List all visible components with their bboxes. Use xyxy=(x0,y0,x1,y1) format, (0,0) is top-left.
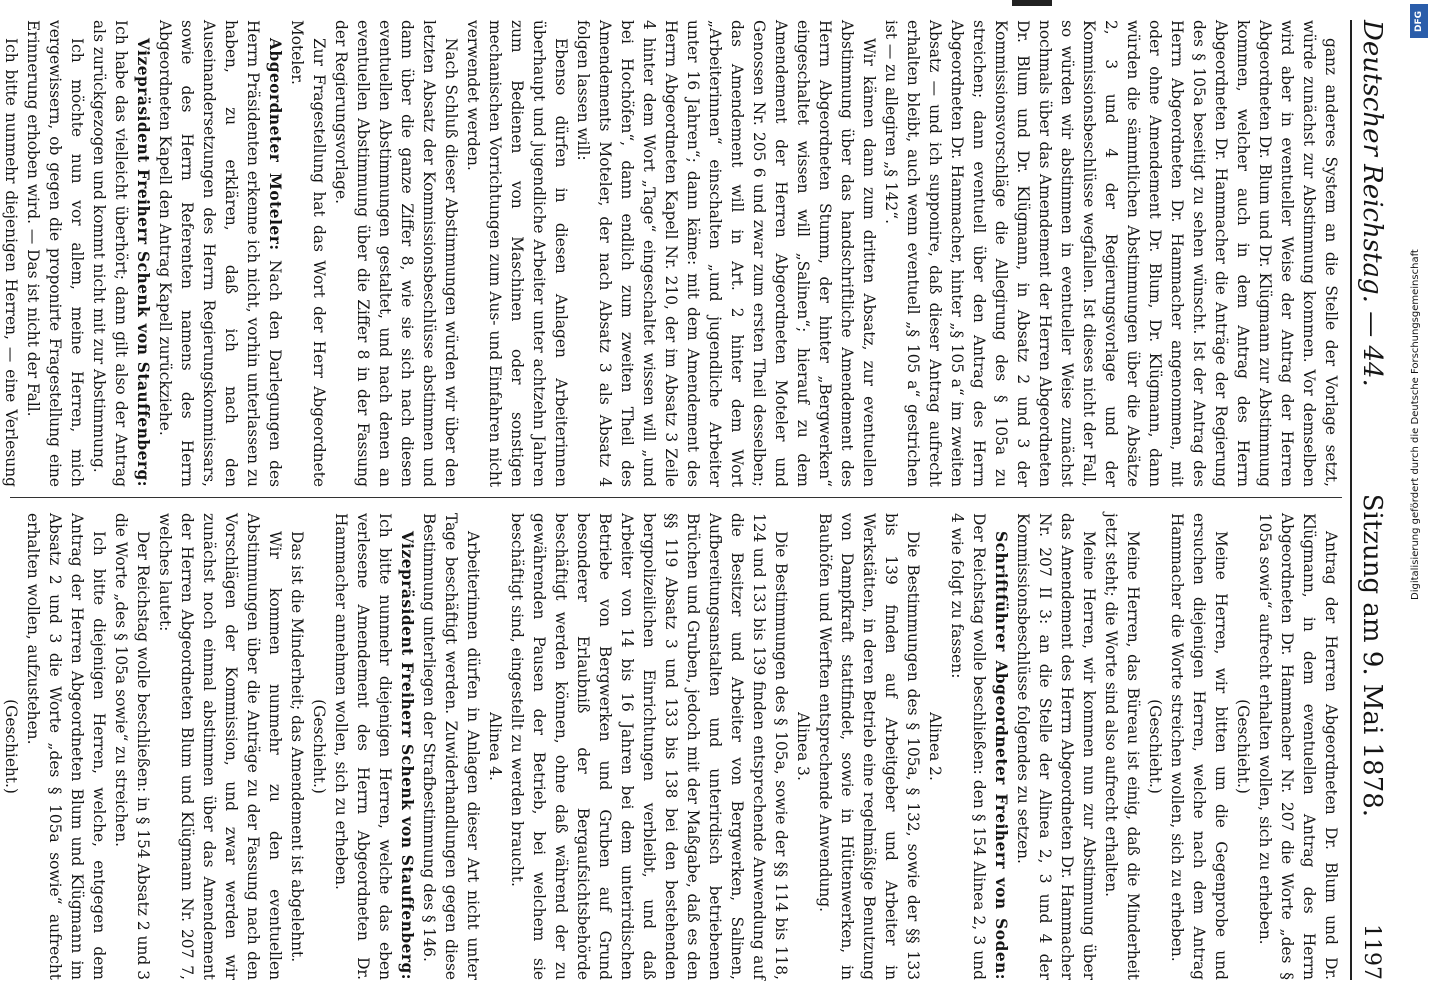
paragraph-text: Die Bestimmungen des § 105a, sowie der §§ 114 bis 118, 124 und 133 bis 139 finden entsprechende Anwendung auf die Besitzer und Arbeiter von Bergwerken, Salinen, Aufbereitungsanstalten und unterirdisch betriebenen Brüchen und Gruben, jedoch mit der Maßgabe, daß es den §§ 119 Absatz 3 und 133 bis 138 bei den bestehenden bergpolizeilichen Einrichtungen verbleibt, und daß Arbeiter von 14 bis 16 Jahren bei dem unterirdischen Betriebe von Bergwerken und Gruben auf Grund besonderer Erlaubniß der Bergaufsichtsbehörde beschäftigt werden können, ohne daß während der zu gewährenden Pausen der Betrieb, bei welchem sie beschäftigt sind, eingestellt zu werden braucht. xyxy=(508,513,790,980)
speaker-name: Vizepräsident Freiherr Schenk von Stauffenberg: xyxy=(134,38,152,487)
page-number: 1197 xyxy=(1359,923,1385,980)
paragraph-text: Meine Herren, das Büreau ist einig, daß die Minderheit jetzt steht; die Worte sind also aufrecht erhalten. xyxy=(1102,513,1142,980)
paragraph-text: Ich bitte nunmehr diejenigen Herren, — eine Verlesung xyxy=(2,38,20,487)
centered-line xyxy=(1232,513,1254,980)
paragraph xyxy=(22,513,110,980)
dfg-logo-icon: DFG xyxy=(1410,4,1428,38)
paragraph-text: Alinea 3. xyxy=(794,712,812,781)
paragraph xyxy=(0,20,22,487)
scan-artifact xyxy=(1012,0,1052,6)
paragraph-text: Alinea 4. xyxy=(486,712,504,781)
paragraph xyxy=(154,513,286,980)
paragraph xyxy=(330,20,462,487)
paragraph xyxy=(286,513,308,980)
paragraph-text: (Geschieht.) xyxy=(1234,699,1252,794)
paragraph-text: Nach den Darlegungen des Herrn Präsidenten erkenne ich nicht, vorhin unterlassen zu haben, zu erklären, daß ich nach den Auseinandersetzungen des Herrn Regierungskommissars, sowie des Herrn Referenten namens des Herrn Abgeordneten Kapell den Antrag Kapell zurückziehe. xyxy=(156,20,284,487)
paragraph-text: Die Bestimmungen des § 105a, § 132, sowie der §§ 133 bis 139 finden auf Arbeitgeber und Arbeiter in Werkstätten, in deren Betrieb eine regelmäßige Benutzung von Dampfkraft stattfindet, sowie in Hüttenwerken, in Bauhöfen und Werften entsprechende Anwendung. xyxy=(816,513,922,980)
paragraph-text: Meine Herren, wir bitten um die Gegenprobe und ersuchen diejenigen Herren, welche nach dem Antrag Hammacher die Worte streichen wollen, sich zu erheben. xyxy=(1168,513,1230,980)
paragraph-text: Arbeiterinnen dürfen in Anlagen dieser Art nicht unter Tage beschäftigt werden. Zuwiderhandlungen gegen diese Bestimmung unterliegen der Strafbestimmung des § 146. xyxy=(420,513,482,980)
paragraph-text: Antrag der Herren Abgeordneten Dr. Blum und Dr. Klügmann, in dem eventuellen Antrag des Herrn Abgeordneten Dr. Hammacher Nr. 207 die Worte „des § 105a sowie“ aufrecht erhalten wollen, sich zu erheben. xyxy=(1256,513,1340,980)
paragraph-text: Meine Herren, wir kommen nun zur Abstimmung über das Amendement des Herrn Abgeordneten Dr. Hammacher Nr. 207 II 3: an die Stelle der Alinea 2, 3 und 4 der Kommissionsbeschlüsse folgendes zu setzen. xyxy=(1014,513,1098,980)
paragraph-text: Alinea 2. xyxy=(926,712,944,781)
text-columns xyxy=(2,20,1342,980)
paragraph-text: Das ist die Minderheit; das Amendement ist abgelehnt. xyxy=(288,531,306,963)
paragraph-text: Ich habe das vielleicht überhört; dann gilt also der Antrag als zurückgezogen und kommt nicht mit zur Abstimmung. xyxy=(90,20,130,487)
paragraph xyxy=(946,513,1012,980)
header-center: Sitzung am 9. Mai 1878. xyxy=(1357,493,1387,818)
paragraph xyxy=(22,20,88,487)
paragraph xyxy=(1166,513,1232,980)
paragraph-text: Ich bitte nunmehr diejenigen Herren, welche das eben verlesene Amendement des Herrn Abgeordneten Dr. Hammacher annehmen wollen, sich zu erheben. xyxy=(332,513,394,980)
centered-line xyxy=(792,513,814,980)
paragraph-text: (Geschieht.) xyxy=(1146,699,1164,794)
centered-line xyxy=(1144,513,1166,980)
dfg-credit-text: Digitalisierung gefördert durch die Deutsche Forschungsgemeinschaft xyxy=(1410,249,1421,600)
page-header xyxy=(1350,20,1392,980)
text-column-right xyxy=(2,513,1342,980)
paragraph xyxy=(462,20,572,487)
paragraph-text: ganz anderes System an die Stelle der Vorlage setzt, würde zunächst zur Abstimmung kommen. Vor demselben wird aber in eventueller Weise der Antrag der Herren Abgeordneten Dr. Blum und Dr. Klügmann zur Abstimmung kommen, welcher auch in dem Antrag des Herrn Abgeordneten Dr. Hammacher die Anträge der Regierung des § 105a beseitigt zu sehen wünscht. Ist der Antrag des Herrn Abgeordneten Dr. Hammacher angenommen, mit oder ohne Amendement Dr. Blum, Dr. Klügmann, dann würden die sämmtlichen Abstimmungen über die Absätze 2, 3 und 4 der Regierungsvorlage und der Kommissionsbeschlüsse wegfallen. Ist dieses nicht der Fall, so würden wir abstimmen in eventueller Weise zunächst nochmals über das Amendement der Herren Abgeordneten Dr. Blum und Dr. Klügmann, in Absatz 2 und 3 der Kommissionsvorschläge die Allegirung des § 105a zu streichen; dann eventuell über den Antrag des Herrn Abgeordneten Dr. Hammacher, hinter „§ 105 a“ im zweiten Absatz — und ich supponire, daß dieser Antrag aufrecht erhalten bleibt, auch wenn eventuell „§ 105 a“ gestrichen ist — zu allegiren „§ 142“. xyxy=(882,20,1340,487)
centered-line xyxy=(484,513,506,980)
paragraph-text: Nach Schluß dieser Abstimmungen würden wir über den letzten Absatz der Kommissionsbeschlüsse abstimmen und dann über die ganze Ziffer 8, wie sie sich nach diesen eventuellen Abstimmungen gestaltet, und nach denen an eventuellen Abstimmung über die Ziffer 8 in der Fassung der Regierungsvorlage. xyxy=(332,20,460,487)
centered-line xyxy=(308,513,330,980)
paragraph xyxy=(88,20,154,487)
paragraph xyxy=(814,513,924,980)
paragraph-text: Der Reichstag wolle beschließen: den § 154 Alinea 2, 3 und 4 wie folgt zu fassen: xyxy=(948,513,988,980)
speaker-name: Schriftführer Abgeordneter Freiherr von Soden: xyxy=(992,531,1010,980)
paragraph-text: (Geschieht.) xyxy=(2,699,20,794)
speaker-name: Abgeordneter Moteler: xyxy=(266,38,284,251)
paragraph-text: (Geschieht.) xyxy=(310,699,328,794)
paragraph xyxy=(110,513,154,980)
paragraph xyxy=(1100,513,1144,980)
paragraph xyxy=(506,513,792,980)
paragraph-text: Wir kommen nunmehr zu den eventuellen Abstimmungen über die Anträge zu der Fassung nach den Vorschlägen der Kommission, und zwar werden wir zunächst noch einmal abstimmen über das Amendement der Herren Abgeordneten Blum und Klügmann Nr. 207 7, welches lautet: xyxy=(156,513,284,980)
paragraph xyxy=(880,20,1342,487)
header-left: Deutscher Reichstag. — 44. xyxy=(1357,20,1387,387)
paragraph xyxy=(330,513,418,980)
paragraph xyxy=(1012,513,1100,980)
centered-line xyxy=(924,513,946,980)
paragraph-text: Ich bitte diejenigen Herren, welche, entgegen dem Antrag der Herren Abgeordneten Blum und Klügmann im Absatz 2 und 3 die Worte „des § 105a sowie“ aufrecht erhalten wollen, aufzustehen. xyxy=(24,513,108,980)
centered-line xyxy=(0,513,22,980)
paragraph-text: Der Reichstag wolle beschließen: in § 154 Absatz 2 und 3 die Worte „des § 105a sowie“ zu streichen. xyxy=(112,513,152,980)
text-column-left xyxy=(2,20,1342,487)
paragraph xyxy=(286,20,330,487)
paragraph-text: Ich möchte nun vor allem, meine Herren, mich vergewissern, ob gegen die proponirte Fragestellung eine Erinnerung erhoben wird. — Das ist nicht der Fall. xyxy=(24,20,86,487)
paragraph xyxy=(418,513,484,980)
paragraph-text: Zur Fragestellung hat das Wort der Herr Abgeordnete Moteler. xyxy=(288,20,328,487)
paragraph xyxy=(154,20,286,487)
paragraph xyxy=(1254,513,1342,980)
speaker-name: Vizepräsident Freiherr Schenk von Stauffenberg: xyxy=(398,531,416,980)
paragraph-text: Ebenso dürfen in diesen Anlagen Arbeiterinnen überhaupt und jugendliche Arbeiter unter achtzehn Jahren zum Bedienen von Maschinen oder sonstigen mechanischen Vorrichtungen zum Aus- und Einfahren nicht verwendet werden. xyxy=(464,20,570,487)
paragraph-text: Wir kämen dann zum dritten Absatz, zur eventuellen Abstimmung über das handschriftliche Amendement des Herrn Abgeordneten Stumm, der hinter „Bergwerken“ eingeschaltet wissen will „Salinen“; hierauf zu dem Amendement der Herren Abgeordneten Moteler und Genossen Nr. 205 6 und zwar zum ersten Theil desselben; das Amendement will in Art. 2 hinter dem Wort „Arbeiterinnen“ einschalten „und jugendliche Arbeiter unter 16 Jahren“; dann käme: mit dem Amendement des Herrn Abgeordneten Kapell Nr. 210, der im Absatz 3 Zeile 4 hinter dem Wort „Tage“ eingeschaltet wissen will „und bei Hochöfen“, dann endlich zum zweiten Theil des Amendements Moteler, der nach Absatz 3 als Absatz 4 folgen lassen will: xyxy=(574,20,878,487)
paragraph xyxy=(572,20,880,487)
